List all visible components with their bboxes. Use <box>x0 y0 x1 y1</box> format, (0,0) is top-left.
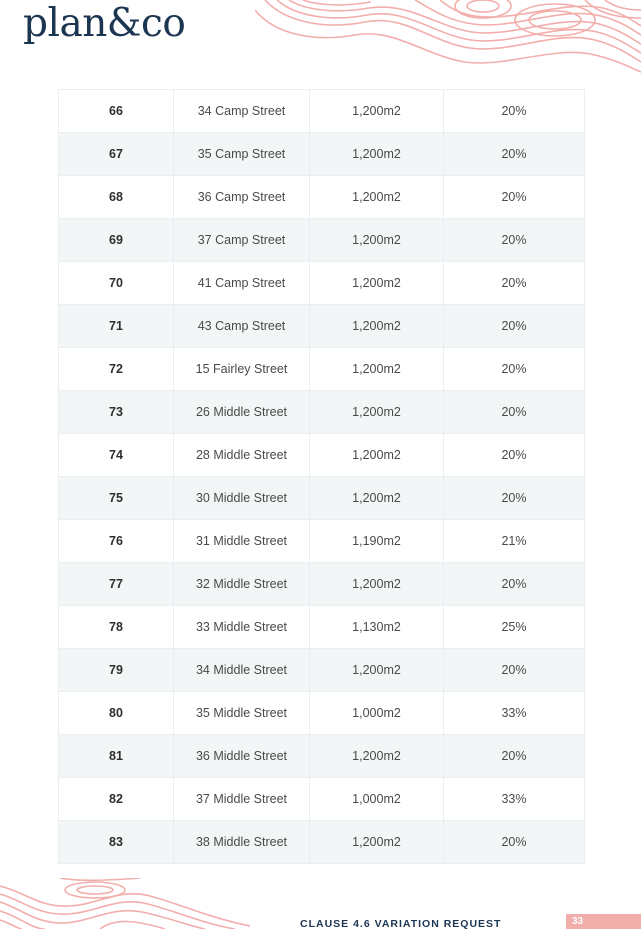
lot-number: 74 <box>59 434 174 477</box>
document-title: CLAUSE 4.6 VARIATION REQUEST <box>300 918 502 930</box>
lot-area: 1,200m2 <box>310 563 444 606</box>
table-row <box>59 563 585 606</box>
lot-number: 79 <box>59 649 174 692</box>
variation-percent: 33% <box>444 692 585 735</box>
table-row <box>59 434 585 477</box>
lot-area: 1,200m2 <box>310 821 444 864</box>
address: 37 Camp Street <box>174 219 310 262</box>
table-row <box>59 477 585 520</box>
lot-size-table <box>58 89 585 864</box>
page-number: 33 <box>566 914 641 929</box>
lot-number: 81 <box>59 735 174 778</box>
lot-number: 66 <box>59 90 174 133</box>
topographic-pattern-top <box>255 0 641 75</box>
address: 30 Middle Street <box>174 477 310 520</box>
variation-percent: 20% <box>444 90 585 133</box>
address: 32 Middle Street <box>174 563 310 606</box>
table-row <box>59 735 585 778</box>
address: 41 Camp Street <box>174 262 310 305</box>
lot-area: 1,200m2 <box>310 477 444 520</box>
lot-area: 1,200m2 <box>310 262 444 305</box>
table-row <box>59 821 585 864</box>
variation-percent: 20% <box>444 563 585 606</box>
lot-area: 1,200m2 <box>310 348 444 391</box>
lot-number: 67 <box>59 133 174 176</box>
address: 38 Middle Street <box>174 821 310 864</box>
address: 15 Fairley Street <box>174 348 310 391</box>
lot-area: 1,200m2 <box>310 133 444 176</box>
lot-number: 83 <box>59 821 174 864</box>
lot-area: 1,200m2 <box>310 305 444 348</box>
variation-percent: 20% <box>444 649 585 692</box>
address: 37 Middle Street <box>174 778 310 821</box>
variation-percent: 20% <box>444 219 585 262</box>
variation-percent: 25% <box>444 606 585 649</box>
lot-area: 1,130m2 <box>310 606 444 649</box>
lot-number: 70 <box>59 262 174 305</box>
lot-area: 1,200m2 <box>310 90 444 133</box>
address: 33 Middle Street <box>174 606 310 649</box>
table-row <box>59 90 585 133</box>
lot-number: 73 <box>59 391 174 434</box>
lot-area: 1,200m2 <box>310 391 444 434</box>
lot-number: 78 <box>59 606 174 649</box>
lot-area: 1,190m2 <box>310 520 444 563</box>
variation-percent: 20% <box>444 305 585 348</box>
variation-percent: 20% <box>444 133 585 176</box>
address: 31 Middle Street <box>174 520 310 563</box>
table-row <box>59 778 585 821</box>
table-row <box>59 391 585 434</box>
lot-area: 1,200m2 <box>310 649 444 692</box>
lot-area: 1,200m2 <box>310 176 444 219</box>
lot-area: 1,200m2 <box>310 735 444 778</box>
lot-area: 1,000m2 <box>310 778 444 821</box>
address: 34 Camp Street <box>174 90 310 133</box>
variation-percent: 20% <box>444 262 585 305</box>
lot-area: 1,000m2 <box>310 692 444 735</box>
table-row <box>59 262 585 305</box>
address: 34 Middle Street <box>174 649 310 692</box>
variation-percent: 20% <box>444 735 585 778</box>
company-logo: plan&co <box>23 1 186 46</box>
table-row <box>59 219 585 262</box>
table-row <box>59 692 585 735</box>
address: 35 Middle Street <box>174 692 310 735</box>
lot-number: 72 <box>59 348 174 391</box>
lot-area: 1,200m2 <box>310 434 444 477</box>
table-row <box>59 520 585 563</box>
variation-percent: 20% <box>444 477 585 520</box>
address: 36 Camp Street <box>174 176 310 219</box>
lot-area: 1,200m2 <box>310 219 444 262</box>
variation-percent: 20% <box>444 176 585 219</box>
address: 28 Middle Street <box>174 434 310 477</box>
variation-percent: 33% <box>444 778 585 821</box>
variation-percent: 21% <box>444 520 585 563</box>
address: 43 Camp Street <box>174 305 310 348</box>
table-row <box>59 133 585 176</box>
variation-percent: 20% <box>444 348 585 391</box>
address: 36 Middle Street <box>174 735 310 778</box>
table-row <box>59 176 585 219</box>
variation-percent: 20% <box>444 391 585 434</box>
variation-percent: 20% <box>444 821 585 864</box>
table-row <box>59 348 585 391</box>
lot-number: 76 <box>59 520 174 563</box>
variation-percent: 20% <box>444 434 585 477</box>
topographic-pattern-bottom <box>0 878 250 929</box>
lot-number: 69 <box>59 219 174 262</box>
table-row <box>59 305 585 348</box>
table-row <box>59 606 585 649</box>
lot-number: 80 <box>59 692 174 735</box>
lot-number: 75 <box>59 477 174 520</box>
lot-number: 77 <box>59 563 174 606</box>
address: 35 Camp Street <box>174 133 310 176</box>
address: 26 Middle Street <box>174 391 310 434</box>
lot-number: 71 <box>59 305 174 348</box>
lot-number: 82 <box>59 778 174 821</box>
lot-number: 68 <box>59 176 174 219</box>
table-row <box>59 649 585 692</box>
